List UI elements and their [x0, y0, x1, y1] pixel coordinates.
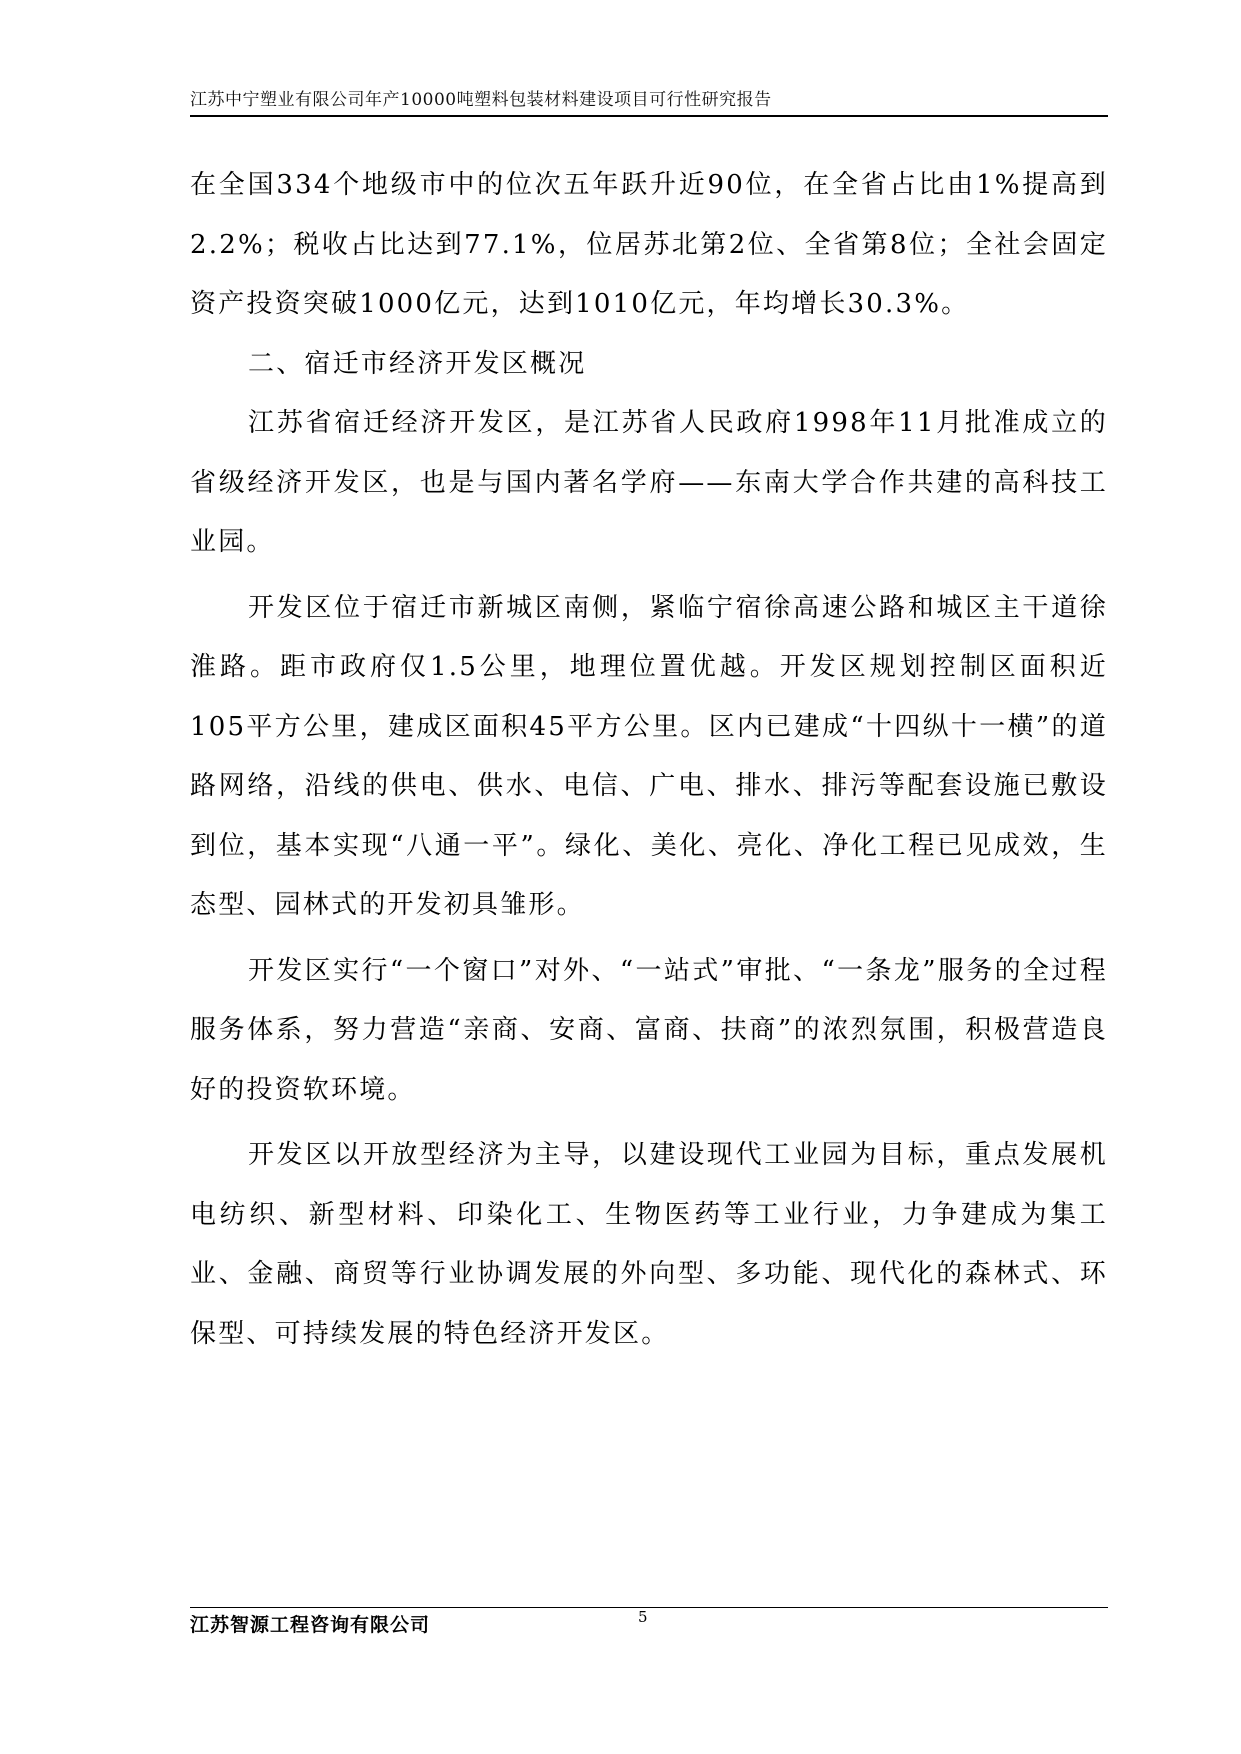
paragraph-continued: 在全国334个地级市中的位次五年跃升近90位，在全省占比由1%提高到2.2%；税收占比达到77.1%，位居苏北第2位、全省第8位；全社会固定资产投资突破1000亿元，达到1010亿元，年均增长30.3%。 — [190, 170, 1108, 319]
footer-divider — [190, 1607, 1108, 1608]
header-divider — [190, 115, 1108, 117]
page-number: 5 — [638, 1608, 648, 1626]
paragraph-services: 开发区实行“一个窗口”对外、“一站式”审批、“一条龙”服务的全过程服务体系，努力营造“亲商、安商、富商、扶商”的浓烈氛围，积极营造良好的投资软环境。 — [190, 955, 1108, 1105]
paragraph-location: 开发区位于宿迁市新城区南侧，紧临宁宿徐高速公路和城区主干道徐淮路。距市政府仅1.5公里，地理位置优越。开发区规划控制区面积近105平方公里，建成区面积45平方公里。区内已建成“十四纵十一横”的道路网络，沿线的供电、供水、电信、广电、排水、排污等配套设施已敷设到位，基本实现“八通一平”。绿化、美化、亮化、净化工程已见成效，生态型、园林式的开发初具雏形。 — [190, 592, 1108, 920]
paragraph-overview: 江苏省宿迁经济开发区，是江苏省人民政府1998年11月批准成立的省级经济开发区，也是与国内著名学府——东南大学合作共建的高科技工业园。 — [190, 408, 1108, 557]
paragraph-development-goals: 开发区以开放型经济为主导，以建设现代工业园为目标，重点发展机电纺织、新型材料、印染化工、生物医药等工业行业，力争建成为集工业、金融、商贸等行业协调发展的外向型、多功能、现代化的森林式、环保型、可持续发展的特色经济开发区。 — [190, 1140, 1108, 1349]
running-header-title: 江苏中宁塑业有限公司年产10000吨塑料包装材料建设项目可行性研究报告 — [190, 90, 772, 110]
document-body — [190, 156, 1108, 1364]
section-heading: 二、宿迁市经济开发区概况 — [248, 348, 587, 379]
footer-company-name: 江苏智源工程咨询有限公司 — [190, 1614, 431, 1636]
